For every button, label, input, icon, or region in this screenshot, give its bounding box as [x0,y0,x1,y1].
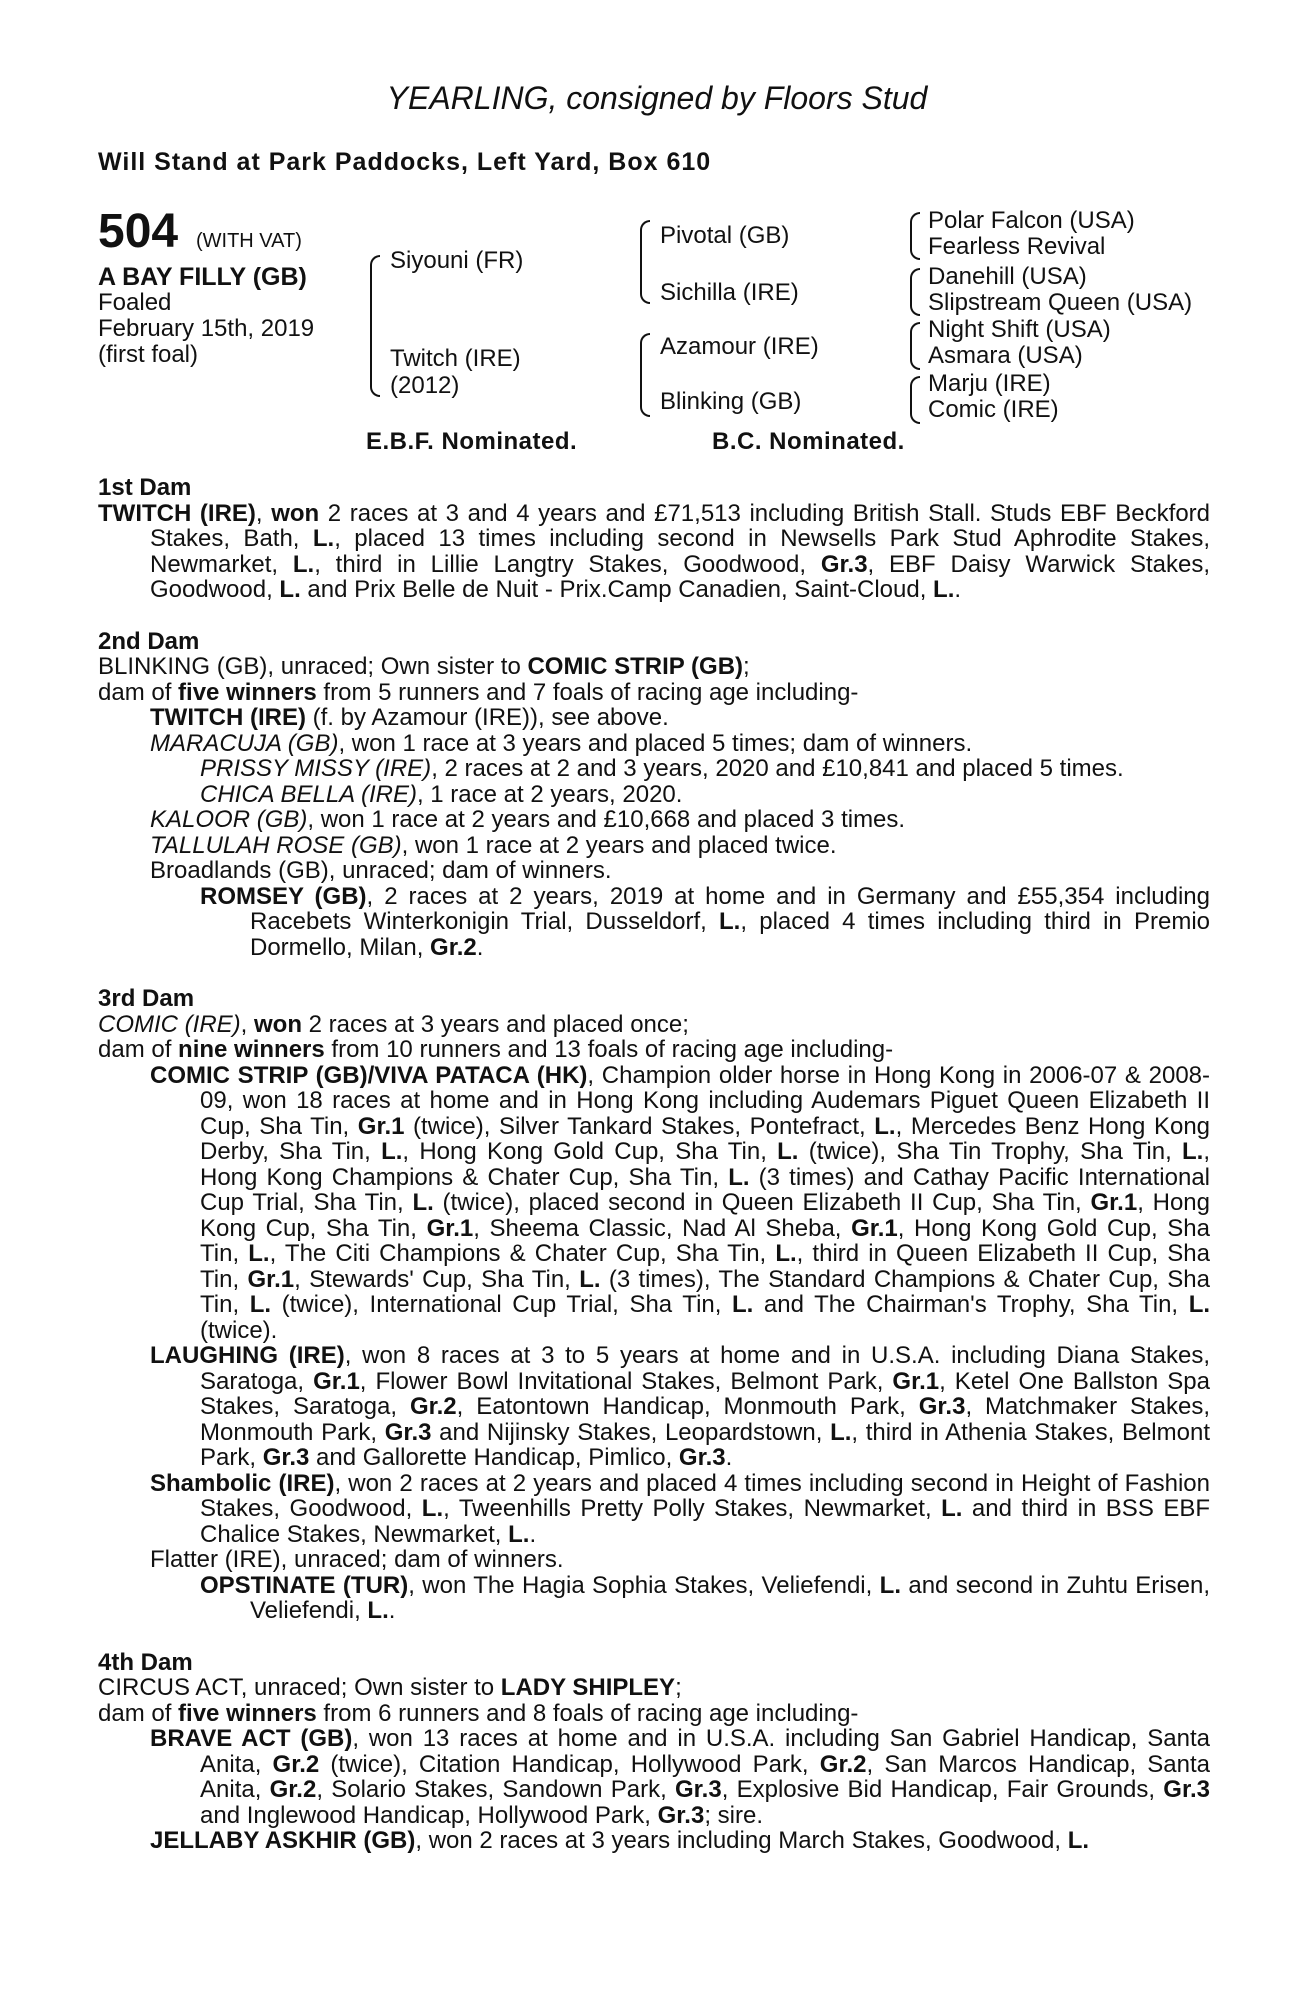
second-dam-produce: dam of five winners from 5 runners and 7 foals of racing age including- [98,678,859,706]
third-dam-intro: COMIC (IRE), won 2 races at 3 years and placed once; [98,1010,689,1038]
produce-maracuja: MARACUJA (GB), won 1 race at 3 years and placed 5 times; dam of winners. [150,729,973,757]
brace-dam-parents [640,333,650,417]
brace-g3-1 [910,212,920,260]
foaled-date: February 15th, 2019 [98,315,315,342]
second-dam-section [98,629,1210,961]
fourth-dam-produce: dam of five winners from 6 runners and 8 foals of racing age including- [98,1699,859,1727]
produce-tallulah-rose: TALLULAH ROSE (GB), won 1 race at 2 years and placed twice. [150,831,837,859]
foaling-info [98,290,314,368]
ped-sire-sire: Pivotal (GB) [660,222,790,249]
ebf-nominated: E.B.F. Nominated. [366,428,578,455]
ped-g3-5: Night Shift (USA) [928,316,1111,343]
produce-flatter: Flatter (IRE), unraced; dam of winners. [150,1546,564,1573]
produce-opstinate: OPSTINATE (TUR), won The Hagia Sophia Stakes, Veliefendi, L. and second in Zuhtu Erisen, Veliefendi, L.. [200,1571,1210,1624]
third-dam-heading: 3rd Dam [98,985,195,1012]
first-dam-heading: 1st Dam [98,474,192,501]
produce-kaloor: KALOOR (GB), won 1 race at 2 years and £10,668 and placed 3 times. [150,806,906,833]
horse-name: TWITCH (IRE) [98,499,256,527]
produce-broadlands: Broadlands (GB), unraced; dam of winners. [150,857,612,884]
produce-comic-strip: COMIC STRIP (GB)/VIVA PATACA (HK), Champion older horse in Hong Kong in 2006-07 & 2008-09, won 18 races at home and in Hong Kong including Audemars Piguet Queen Elizabeth II Cup, Sha Tin, Gr.1 (twice), Silver Tankard Stakes, Pontefract, L., Mercedes Benz Hong Kong Derby, Sha Tin, L., Hong Kong Gold Cup, Sha Tin, L. (twice), Sha Tin Trophy, Sha Tin, L., Hong Kong Champions & Chater Cup, Sha Tin, L. (3 times) and Cathay Pacific International Cup Trial, Sha Tin, L. (twice), placed second in Queen Elizabeth II Cup, Sha Tin, Gr.1, Hong Kong Cup, Sha Tin, Gr.1, Sheema Classic, Nad Al Sheba, Gr.1, Hong Kong Gold Cup, Sha Tin, L., The Citi Champions & Chater Cup, Sha Tin, L., third in Queen Elizabeth II Cup, Sha Tin, Gr.1, Stewards' Cup, Sha Tin, L. (3 times), The Standard Champions & Chater Cup, Sha Tin, L. (twice), International Cup Trial, Sha Tin, L. and The Chairman's Trophy, Sha Tin, L. (twice). [150,1061,1211,1344]
bc-nominated: B.C. Nominated. [712,428,905,455]
ped-g3-8: Comic (IRE) [928,396,1059,423]
stand-location: Will Stand at Park Paddocks, Left Yard, Box 610 [98,148,712,176]
second-dam-intro: BLINKING (GB), unraced; Own sister to COMIC STRIP (GB); [98,653,750,680]
ped-dam-sire: Azamour (IRE) [660,333,819,360]
produce-shambolic: Shambolic (IRE), won 2 races at 2 years and placed 4 times including second in Height of Fashion Stakes, Goodwood, L., Tweenhills Pretty Polly Stakes, Newmarket, L. and third in BSS EBF Chalice Stakes, Newmarket, L.. [150,1469,1210,1548]
ped-sire-dam: Sichilla (IRE) [660,279,799,306]
produce-chica-bella: CHICA BELLA (IRE), 1 race at 2 years, 2020. [200,780,683,808]
first-dam-record: TWITCH (IRE), won 2 races at 3 and 4 years and £71,513 including British Stall. Studs EBF Beckford Stakes, Bath, L., placed 13 times including second in Newsells Park Stud Aphrodite Stakes, Newmarket, L., third in Lillie Langtry Stakes, Goodwood, Gr.3, EBF Daisy Warwick Stakes, Goodwood, L. and Prix Belle de Nuit - Prix.Camp Canadien, Saint-Cloud, L.. [98,499,1211,603]
third-dam-section [98,986,1210,1624]
produce-jellaby-askhir: JELLABY ASKHIR (GB), won 2 races at 3 years including March Stakes, Goodwood, L. [150,1827,1090,1854]
vat-note: (WITH VAT) [196,230,302,252]
lot-name: A BAY FILLY (GB) [98,263,307,291]
produce-brave-act: BRAVE ACT (GB), won 13 races at home and in U.S.A. including San Gabriel Handicap, Santa Anita, Gr.2 (twice), Citation Handicap, Hollywood Park, Gr.2, San Marcos Handicap, Santa Anita, Gr.2, Solario Stakes, Sandown Park, Gr.3, Explosive Bid Handicap, Fair Grounds, Gr.3 and Inglewood Handicap, Hollywood Park, Gr.3; sire. [150,1725,1211,1829]
fourth-dam-heading: 4th Dam [98,1648,193,1676]
ped-sire: Siyouni (FR) [390,247,524,274]
fourth-dam-section [98,1650,1210,1854]
fourth-dam-intro: CIRCUS ACT, unraced; Own sister to LADY SHIPLEY; [98,1674,682,1701]
lot-number: 504 [98,205,179,258]
page-title: YEARLING, consigned by Floors Stud [386,80,928,116]
ped-g3-1: Polar Falcon (USA) [928,207,1135,234]
first-dam-section [98,475,1210,603]
produce-romsey: ROMSEY (GB), 2 races at 2 years, 2019 at home and in Germany and £55,354 including Racebets Winterkonigin Trial, Dusseldorf, L., placed 4 times including third in Premio Dormello, Milan, Gr.2. [200,882,1210,961]
produce-laughing: LAUGHING (IRE), won 8 races at 3 to 5 years at home and in U.S.A. including Diana Stakes, Saratoga, Gr.1, Flower Bowl Invitational Stakes, Belmont Park, Gr.1, Ketel One Ballston Spa Stakes, Saratoga, Gr.2, Eatontown Handicap, Monmouth Park, Gr.3, Matchmaker Stakes, Monmouth Park, Gr.3 and Nijinsky Stakes, Leopardstown, L., third in Athenia Stakes, Belmont Park, Gr.3 and Gallorette Handicap, Pimlico, Gr.3. [150,1342,1211,1471]
ped-g3-6: Asmara (USA) [928,342,1083,369]
third-dam-produce: dam of nine winners from 10 runners and 13 foals of racing age including- [98,1036,894,1063]
ped-dam: Twitch (IRE) [390,345,521,372]
produce-prissy-missy: PRISSY MISSY (IRE), 2 races at 2 and 3 years, 2020 and £10,841 and placed 5 times. [200,755,1124,782]
brace-g3-2 [910,268,920,316]
brace-g3-3 [910,322,920,370]
foaled-label: Foaled [98,289,172,316]
first-foal-note: (first foal) [98,341,199,368]
brace-sire-dam [370,255,380,397]
produce-twitch: TWITCH (IRE) (f. by Azamour (IRE)), see above. [150,704,669,731]
ped-g3-7: Marju (IRE) [928,370,1051,397]
second-dam-heading: 2nd Dam [98,627,200,655]
ped-g3-3: Danehill (USA) [928,263,1087,290]
ped-dam-dam: Blinking (GB) [660,388,802,415]
ped-g3-4: Slipstream Queen (USA) [928,289,1193,316]
ped-g3-2: Fearless Revival [928,233,1106,260]
brace-sire-parents [640,220,650,304]
brace-g3-4 [910,376,920,424]
won-label: won [271,499,320,527]
catalogue-body [98,475,1210,1880]
ped-dam-year: (2012) [390,372,460,399]
